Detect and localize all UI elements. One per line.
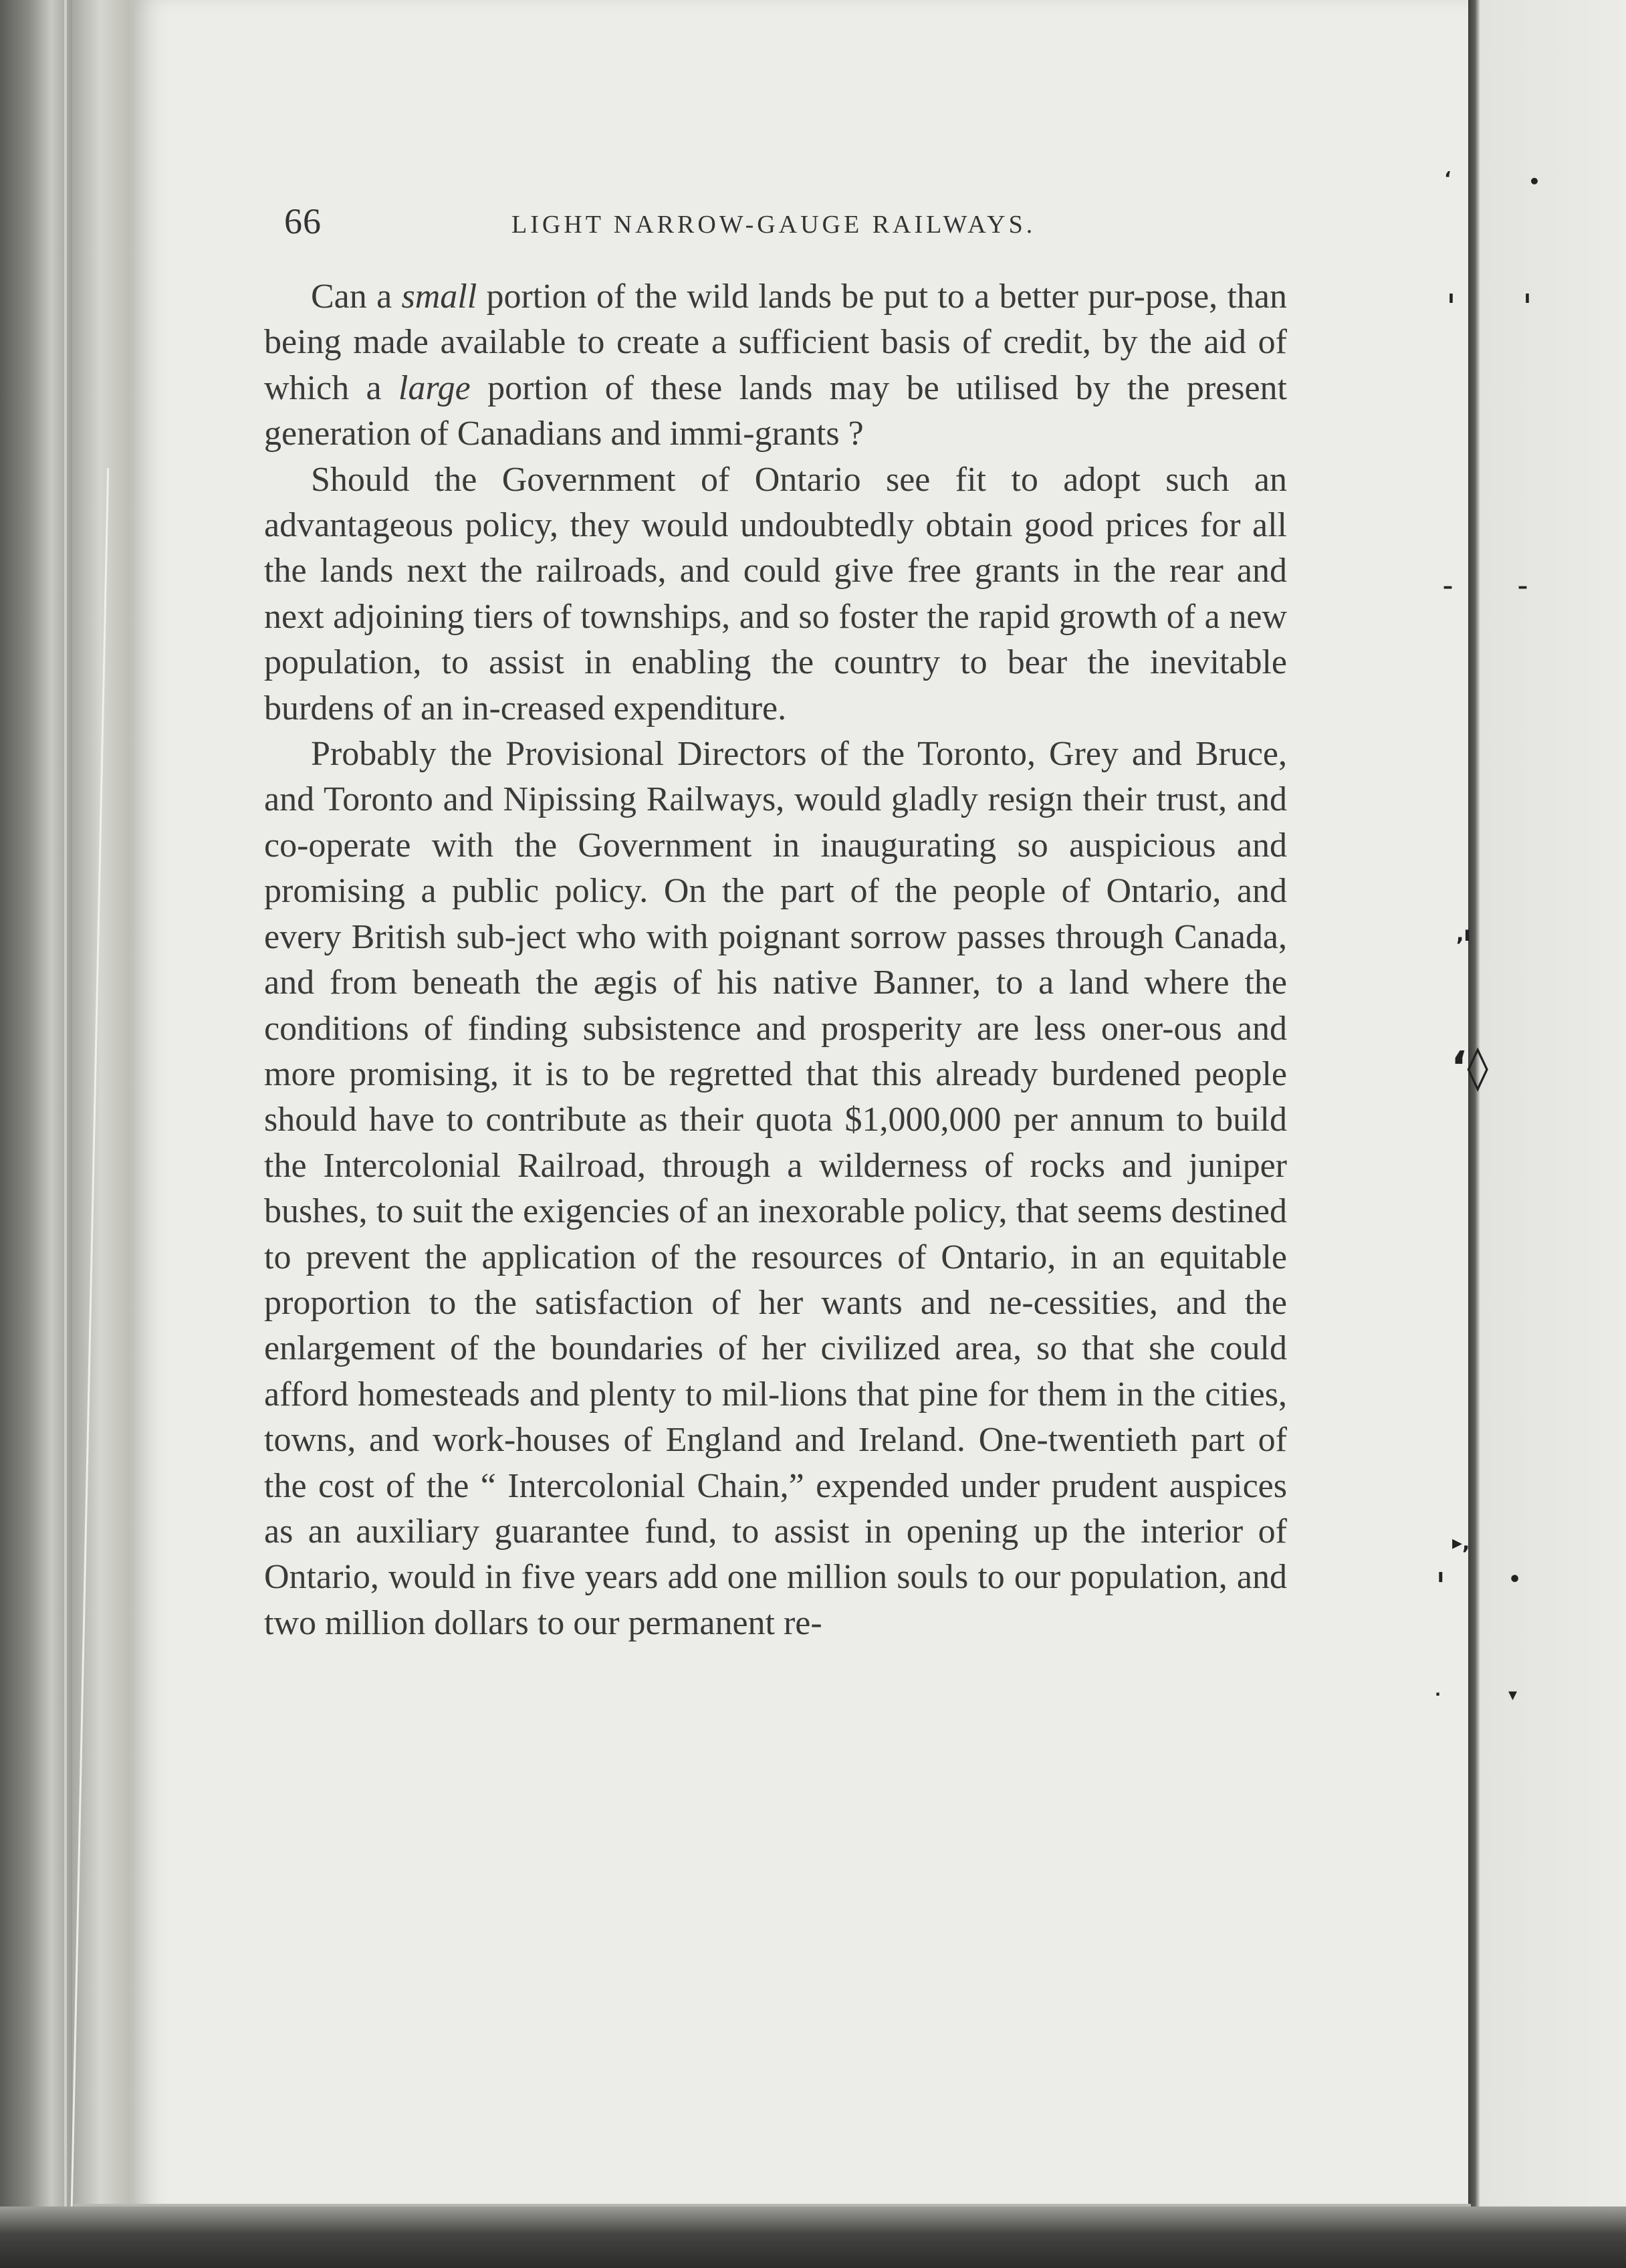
page-header	[284, 201, 1304, 247]
margin-mark: ▸,	[1452, 1531, 1470, 1555]
facing-page-fold	[1468, 0, 1626, 2220]
margin-mark: ʻ◊	[1451, 1043, 1488, 1093]
margin-mark: •	[1508, 1568, 1522, 1591]
text-run: portion of these lands may be utilised by the present generation of Canadians and immi-grants ?	[264, 368, 1287, 453]
body-text	[264, 274, 1287, 1646]
italic-text: large	[398, 368, 471, 407]
text-run: Probably the Provisional Directors of the Toronto, Grey and Bruce, and Toronto and Nipissing Railways, would gladly resign their trust, and co-operate with the Government in inaugurating so auspicious and promising a public policy. On the part of the people of Ontario, and every British sub-ject who with poignant sorrow passes through Canada, and from beneath the ægis of his native Banner, to a land where the conditions of finding subsistence and prosperity are less oner-ous and more promising, it is to be regretted that this already burdened people should have to contribute as their quota $1,000,000 per annum to build the Intercolonial Railroad, through a wilderness of rocks and juniper bushes, to suit the exigencies of an inexorable policy, that seems destined to prevent the application of the resources of Ontario, in an equitable proportion to the satisfaction of her wants and ne-cessities, and the enlargement of the boundaries of her civilized area, so that she could afford homesteads and plenty to mil-lions that pine for them in the cities, towns, and work-houses of England and Ireland. One-twentieth part of the cost of the “ Intercolonial Chain,” expended under prudent auspices as an auxiliary guarantee fund, to assist in opening up the interior of Ontario, would in five years add one million souls to our population, and two million dollars to our permanent re-	[264, 735, 1287, 1642]
margin-mark: ,ı	[1456, 923, 1471, 946]
margin-mark: ·	[1435, 1685, 1441, 1704]
paragraph	[264, 457, 1287, 731]
margin-mark: ▾	[1508, 1685, 1518, 1705]
scan-bottom-border	[0, 2206, 1626, 2268]
running-title: LIGHT NARROW-GAUGE RAILWAYS.	[511, 211, 1036, 239]
page-number: 66	[284, 201, 322, 241]
page-curl-line	[64, 0, 67, 2268]
margin-mark: –	[1443, 575, 1453, 598]
margin-mark: ı	[1448, 288, 1454, 308]
text-run: portion of the wild lands be put to a better pur-pose, than being made available to create a sufficient basis of credit, by the aid of which a	[264, 277, 1287, 407]
text-run: Should the Government of Ontario see fit to adopt such an advantageous policy, they would undoubtedly obtain good prices for all the lands next the railroads, and could give free grants in the rear and next adjoining tiers of townships, and so foster the rapid growth of a new population, to assist in enabling the country to bear the inevitable burdens of an in-creased expenditure.	[264, 460, 1287, 727]
book-binding-shadow	[0, 0, 74, 2268]
text-run: Can a	[311, 277, 402, 316]
margin-mark: –	[1518, 575, 1528, 598]
margin-mark: ı	[1524, 288, 1530, 308]
margin-mark: ı	[1437, 1565, 1444, 1587]
paragraph	[264, 731, 1287, 1646]
margin-mark: •	[1528, 171, 1540, 193]
margin-mark: ‘	[1444, 167, 1451, 189]
italic-text: small	[401, 277, 477, 316]
paragraph	[264, 274, 1287, 457]
